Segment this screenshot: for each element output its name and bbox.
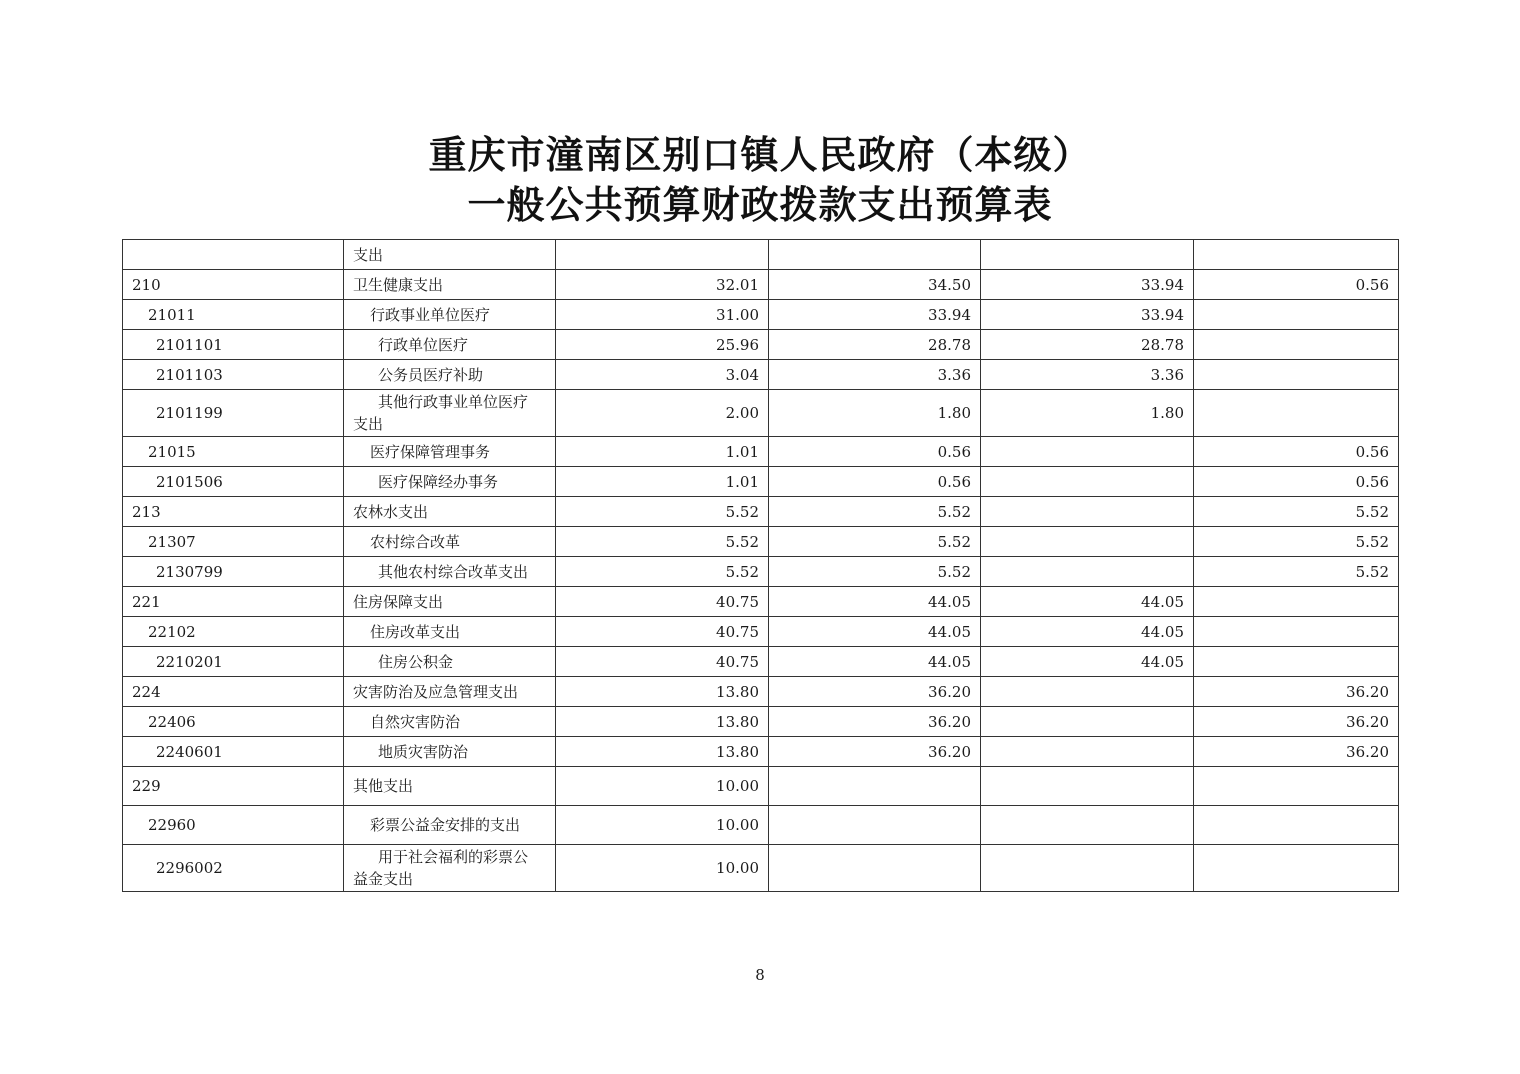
- row-value-2: [769, 767, 981, 806]
- row-name: 行政单位医疗: [344, 330, 556, 360]
- table-row: [123, 707, 1399, 737]
- table-row: [123, 437, 1399, 467]
- row-value-2: 0.56: [769, 437, 981, 467]
- row-value-3: 1.80: [981, 390, 1194, 437]
- title-line-1: 重庆市潼南区别口镇人民政府（本级）: [428, 132, 1092, 177]
- row-value-1: 10.00: [556, 806, 769, 845]
- row-code: 22406: [123, 707, 344, 737]
- row-value-4: 5.52: [1194, 497, 1399, 527]
- row-value-4: [1194, 617, 1399, 647]
- row-value-4: [1194, 587, 1399, 617]
- row-code: 210: [123, 270, 344, 300]
- row-name: 住房保障支出: [344, 587, 556, 617]
- row-name-line-1: 其他行政事业单位医疗: [378, 393, 529, 411]
- table-row: [123, 240, 1399, 270]
- row-value-4: 36.20: [1194, 737, 1399, 767]
- row-value-3: [981, 707, 1194, 737]
- row-value-2: 5.52: [769, 557, 981, 587]
- row-name-line-2: 益金支出: [353, 870, 414, 888]
- row-code: 22102: [123, 617, 344, 647]
- row-value-4: 0.56: [1194, 437, 1399, 467]
- row-name: [344, 845, 556, 892]
- row-value-2: 44.05: [769, 617, 981, 647]
- row-value-2: [769, 240, 981, 270]
- row-code: 21307: [123, 527, 344, 557]
- row-value-1: 13.80: [556, 737, 769, 767]
- table-row: [123, 677, 1399, 707]
- document-title: [0, 130, 1520, 230]
- row-name: 彩票公益金安排的支出: [344, 806, 556, 845]
- row-name: 灾害防治及应急管理支出: [344, 677, 556, 707]
- table-row: [123, 467, 1399, 497]
- row-code: 2130799: [123, 557, 344, 587]
- row-name: 地质灾害防治: [344, 737, 556, 767]
- row-value-3: 33.94: [981, 270, 1194, 300]
- row-name: 农林水支出: [344, 497, 556, 527]
- row-code: 2101199: [123, 390, 344, 437]
- row-value-4: [1194, 300, 1399, 330]
- row-value-1: 32.01: [556, 270, 769, 300]
- row-value-1: 40.75: [556, 617, 769, 647]
- table-row: [123, 330, 1399, 360]
- row-name: 农村综合改革: [344, 527, 556, 557]
- row-value-2: 44.05: [769, 587, 981, 617]
- table-row: [123, 845, 1399, 892]
- row-name: 住房公积金: [344, 647, 556, 677]
- row-value-2: 1.80: [769, 390, 981, 437]
- row-value-3: 44.05: [981, 617, 1194, 647]
- row-value-4: 36.20: [1194, 677, 1399, 707]
- row-value-1: 10.00: [556, 767, 769, 806]
- row-value-1: 31.00: [556, 300, 769, 330]
- row-value-3: [981, 527, 1194, 557]
- row-code: 2240601: [123, 737, 344, 767]
- row-value-1: 40.75: [556, 647, 769, 677]
- row-value-2: 5.52: [769, 527, 981, 557]
- row-value-2: 33.94: [769, 300, 981, 330]
- row-value-3: [981, 497, 1194, 527]
- budget-table: [122, 239, 1399, 892]
- row-value-1: 1.01: [556, 437, 769, 467]
- title-line-2: 一般公共预算财政拨款支出预算表: [467, 182, 1053, 227]
- row-name-line-1: 用于社会福利的彩票公: [378, 848, 529, 866]
- row-value-3: [981, 845, 1194, 892]
- row-value-2: 28.78: [769, 330, 981, 360]
- row-value-4: [1194, 330, 1399, 360]
- row-value-1: 3.04: [556, 360, 769, 390]
- row-value-2: 34.50: [769, 270, 981, 300]
- row-value-1: 5.52: [556, 497, 769, 527]
- row-code: 2101101: [123, 330, 344, 360]
- table-row: [123, 617, 1399, 647]
- row-code: 22960: [123, 806, 344, 845]
- row-value-2: 5.52: [769, 497, 981, 527]
- table-row: [123, 737, 1399, 767]
- row-value-2: [769, 806, 981, 845]
- row-name: 行政事业单位医疗: [344, 300, 556, 330]
- row-value-4: 0.56: [1194, 467, 1399, 497]
- row-name: 卫生健康支出: [344, 270, 556, 300]
- row-name: 公务员医疗补助: [344, 360, 556, 390]
- row-name: 医疗保障经办事务: [344, 467, 556, 497]
- row-value-3: [981, 677, 1194, 707]
- table-row: [123, 587, 1399, 617]
- row-value-1: 5.52: [556, 527, 769, 557]
- row-value-2: 36.20: [769, 707, 981, 737]
- row-name: 住房改革支出: [344, 617, 556, 647]
- row-value-2: [769, 845, 981, 892]
- row-name: 支出: [344, 240, 556, 270]
- row-name: [344, 390, 556, 437]
- row-code: 2101103: [123, 360, 344, 390]
- table-row: [123, 390, 1399, 437]
- row-code: 21011: [123, 300, 344, 330]
- row-value-3: [981, 806, 1194, 845]
- row-code: 213: [123, 497, 344, 527]
- row-value-4: 5.52: [1194, 557, 1399, 587]
- row-value-3: 44.05: [981, 647, 1194, 677]
- row-code: 224: [123, 677, 344, 707]
- row-value-2: 36.20: [769, 677, 981, 707]
- row-value-3: 28.78: [981, 330, 1194, 360]
- table-row: [123, 360, 1399, 390]
- row-value-2: 3.36: [769, 360, 981, 390]
- row-value-1: 13.80: [556, 707, 769, 737]
- row-value-3: [981, 467, 1194, 497]
- row-code: 2210201: [123, 647, 344, 677]
- row-value-1: 40.75: [556, 587, 769, 617]
- row-name-line-2: 支出: [353, 415, 384, 433]
- row-code: 229: [123, 767, 344, 806]
- row-code: [123, 240, 344, 270]
- table-row: [123, 300, 1399, 330]
- row-value-4: [1194, 240, 1399, 270]
- row-value-4: [1194, 845, 1399, 892]
- row-code: 2101506: [123, 467, 344, 497]
- row-name: 自然灾害防治: [344, 707, 556, 737]
- table-row: [123, 497, 1399, 527]
- row-name: 其他支出: [344, 767, 556, 806]
- row-value-4: 0.56: [1194, 270, 1399, 300]
- row-value-3: [981, 767, 1194, 806]
- table-row: [123, 270, 1399, 300]
- row-value-1: 1.01: [556, 467, 769, 497]
- row-value-4: [1194, 390, 1399, 437]
- row-value-3: 3.36: [981, 360, 1194, 390]
- row-value-4: [1194, 806, 1399, 845]
- row-value-3: [981, 737, 1194, 767]
- row-value-1: 2.00: [556, 390, 769, 437]
- row-value-1: 25.96: [556, 330, 769, 360]
- row-value-2: 36.20: [769, 737, 981, 767]
- row-value-4: 36.20: [1194, 707, 1399, 737]
- row-name: 医疗保障管理事务: [344, 437, 556, 467]
- row-value-1: 13.80: [556, 677, 769, 707]
- table-row: [123, 647, 1399, 677]
- row-value-1: [556, 240, 769, 270]
- table-row: [123, 806, 1399, 845]
- table-row: [123, 767, 1399, 806]
- table-row: [123, 527, 1399, 557]
- row-name: 其他农村综合改革支出: [344, 557, 556, 587]
- page-number: 8: [755, 966, 765, 984]
- row-value-2: 44.05: [769, 647, 981, 677]
- table-row: [123, 557, 1399, 587]
- row-value-3: [981, 240, 1194, 270]
- row-code: 21015: [123, 437, 344, 467]
- row-value-4: [1194, 360, 1399, 390]
- row-value-1: 10.00: [556, 845, 769, 892]
- row-value-4: [1194, 647, 1399, 677]
- row-value-2: 0.56: [769, 467, 981, 497]
- row-value-3: 33.94: [981, 300, 1194, 330]
- row-value-3: [981, 557, 1194, 587]
- row-value-4: [1194, 767, 1399, 806]
- row-code: 221: [123, 587, 344, 617]
- row-value-1: 5.52: [556, 557, 769, 587]
- row-value-3: 44.05: [981, 587, 1194, 617]
- row-value-3: [981, 437, 1194, 467]
- row-value-4: 5.52: [1194, 527, 1399, 557]
- row-code: 2296002: [123, 845, 344, 892]
